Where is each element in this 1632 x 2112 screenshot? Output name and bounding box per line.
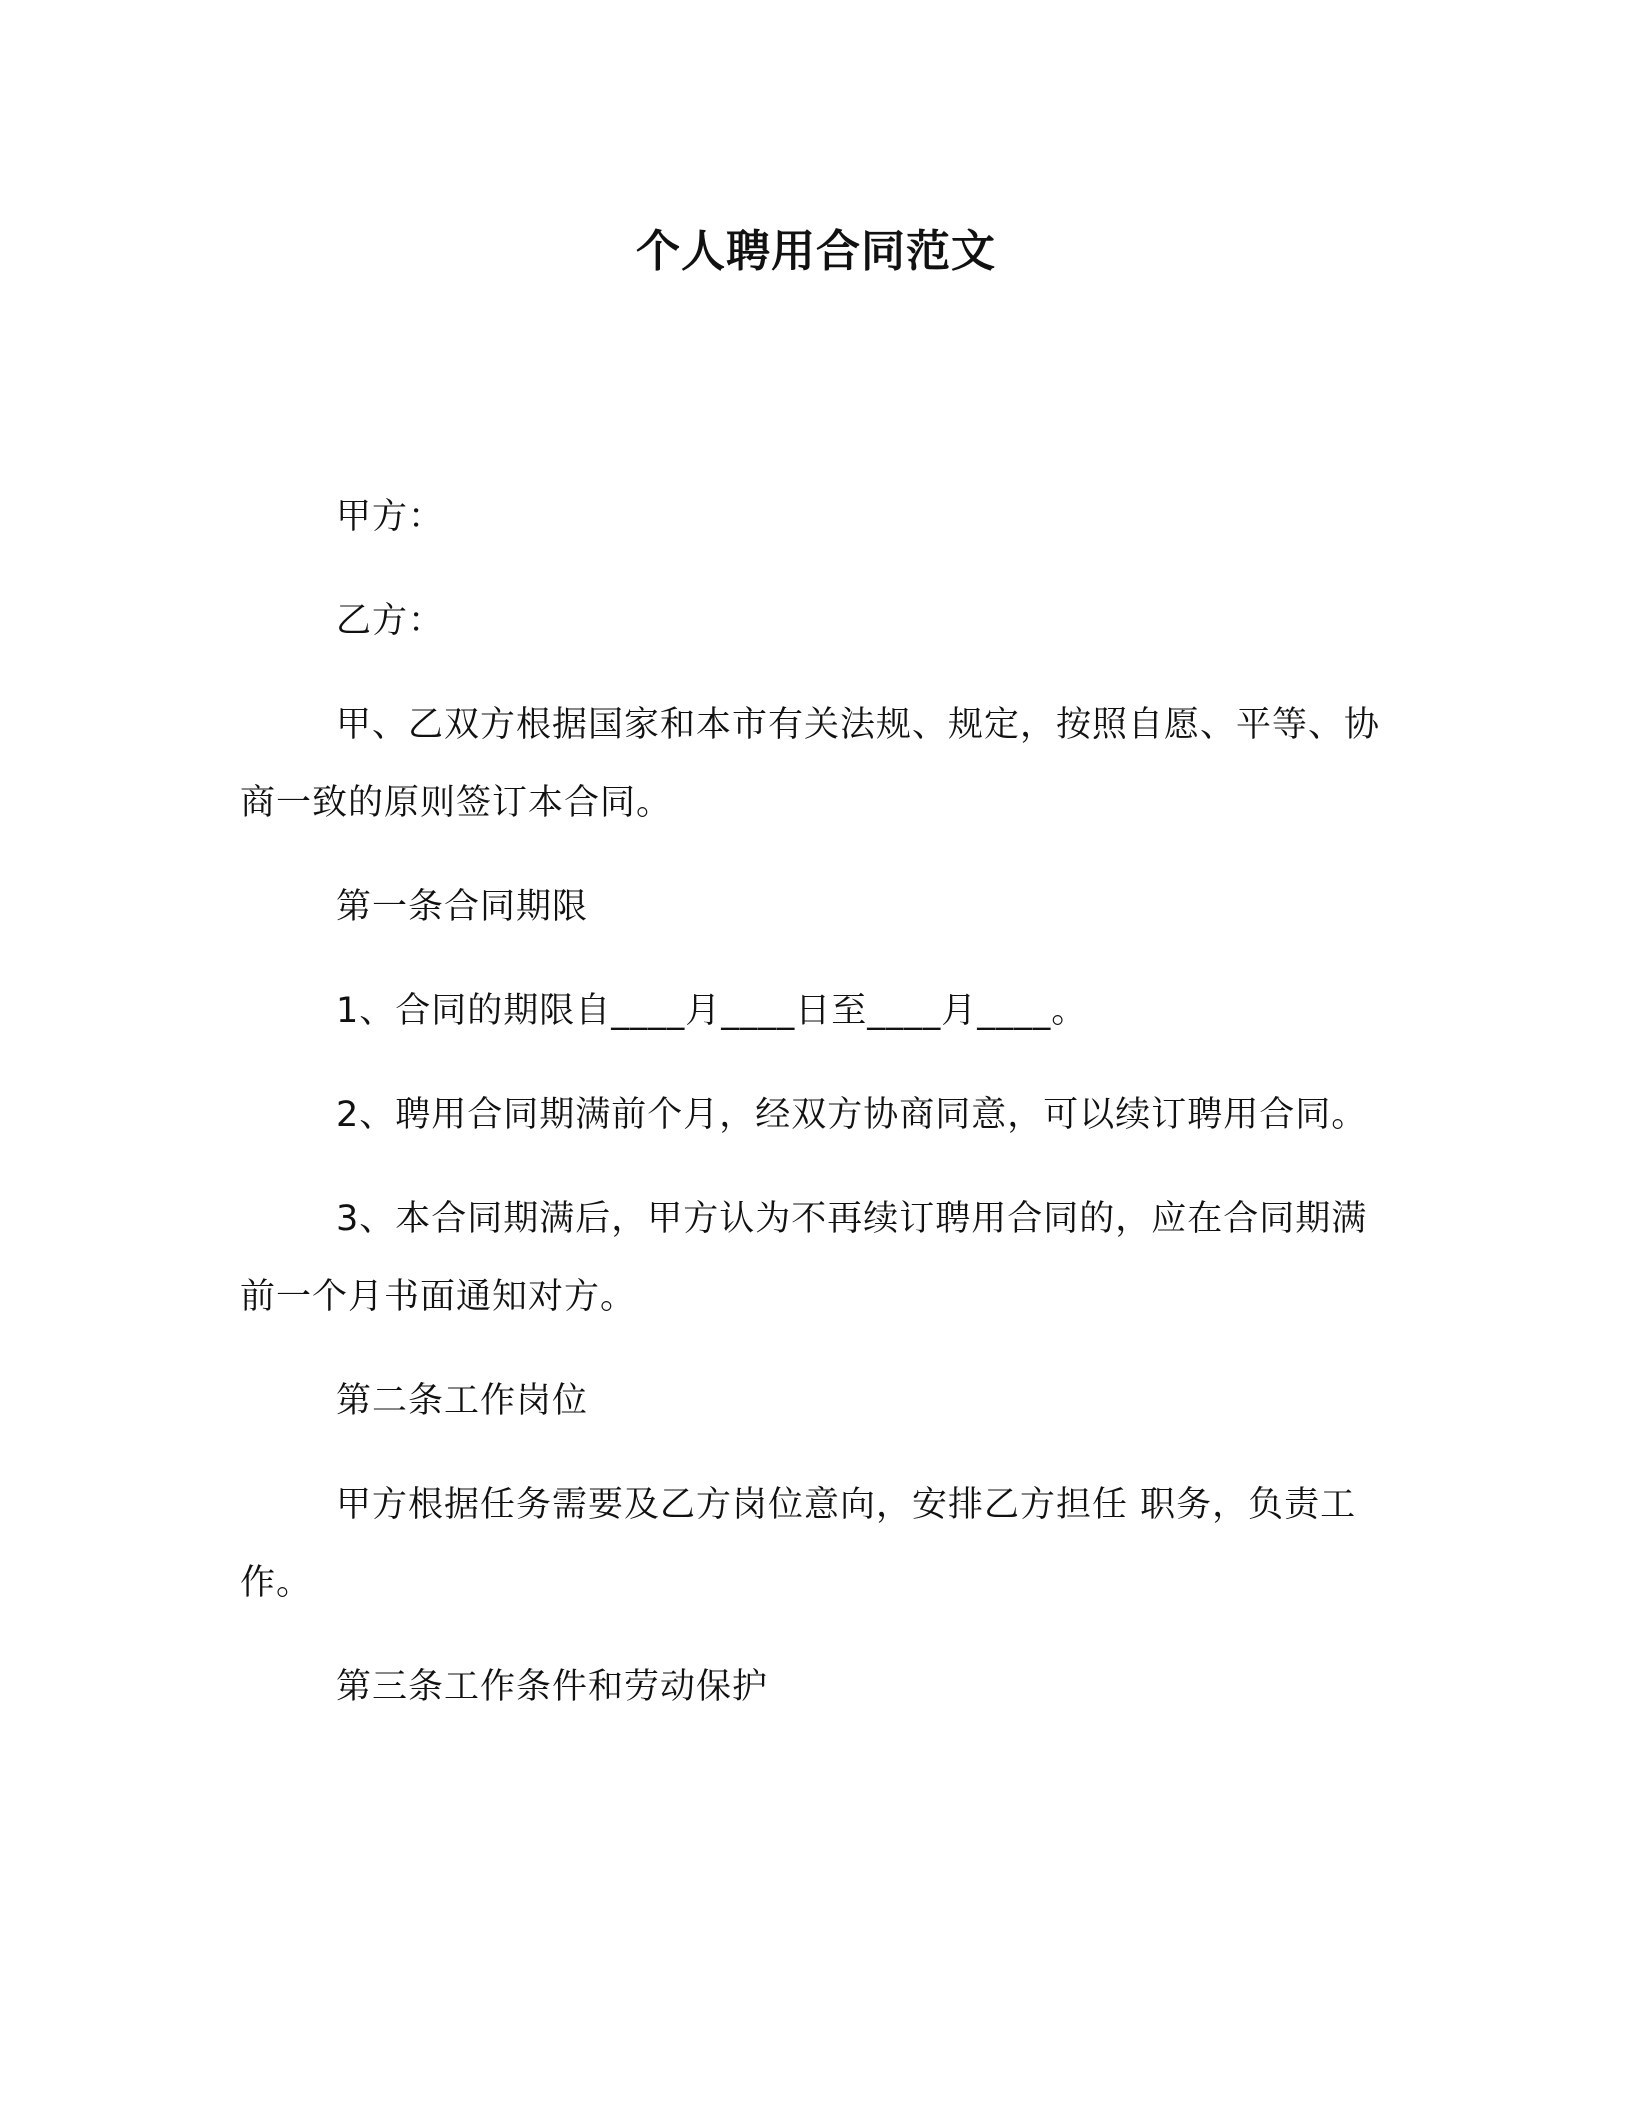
party-b-line: 乙方： (336, 601, 445, 641)
article-3-heading: 第三条工作条件和劳动保护 (336, 1667, 769, 1707)
document-body (240, 478, 1392, 1726)
document-title: 个人聘用合同范文 (636, 226, 996, 277)
party-a-line: 甲方： (336, 497, 445, 537)
article-2-paragraph: 甲方根据任务需要及乙方岗位意向，安排乙方担任 职务，负责工作。 (240, 1485, 1357, 1603)
article-1-clause-3: 3、本合同期满后，甲方认为不再续订聘用合同的，应在合同期满前一个月书面通知对方。 (240, 1199, 1368, 1317)
preamble-paragraph: 甲、乙双方根据国家和本市有关法规、规定，按照自愿、平等、协商一致的原则签订本合同。 (240, 705, 1381, 823)
article-1-clause-1: 1、合同的期限自____月____日至____月____。 (336, 991, 1088, 1031)
article-1-clause-2: 2、聘用合同期满前个月，经双方协商同意，可以续订聘用合同。 (336, 1095, 1368, 1135)
article-1-heading: 第一条合同期限 (336, 887, 589, 927)
article-2-heading: 第二条工作岗位 (336, 1381, 589, 1421)
